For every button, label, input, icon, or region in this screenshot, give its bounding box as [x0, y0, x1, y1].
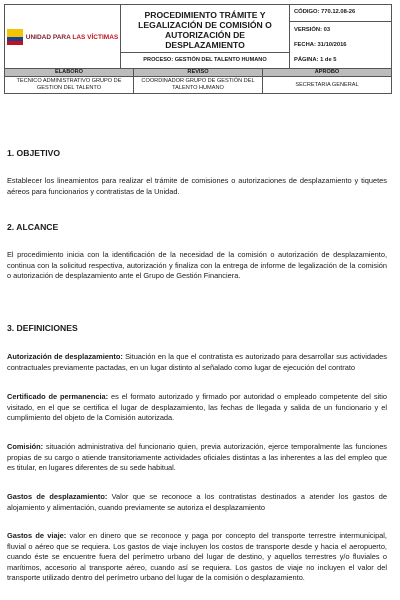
signature-elaboro: TECNICO ADMINISTRATIVO GRUPO DE GESTION DEL TALENTO — [5, 77, 134, 94]
definition-text: Situación en la que el contratista es autorizado para desarrollar sus actividades contractuales previamente pactadas, en un lugar distinto al señalado como lugar de ejecución del contrato — [7, 352, 387, 372]
definition-text: situación administrativa del funcionario quien, previa autorización, ejerce temporalmente las funciones propias de su cargo o atiende transitoriamente actividades oficiales distintas a las inherentes a las del empleo que es titular, en lugares diferentes de su sede habitual. — [7, 442, 387, 472]
signature-reviso: COORDINADOR GRUPO DE GESTIÓN DEL TALENTO HUMANO — [134, 77, 263, 94]
document-page: PÁGINA: 1 de 5 — [294, 56, 337, 63]
signature-table — [4, 68, 392, 94]
definition-term: Gastos de desplazamiento: — [7, 492, 108, 501]
document-code: CÓDIGO: 770.12.08-26 — [294, 9, 356, 16]
definition-autorizacion — [7, 352, 387, 373]
objetivo-text: Establecer los lineamientos para realizar el trámite de comisiones o autorizaciones de desplazamiento y tiquetes aéreos para funcionarios y contratistas de la Unidad. — [7, 176, 387, 196]
document-process: PROCESO: GESTIÓN DEL TALENTO HUMANO — [121, 52, 289, 66]
definition-gastos-desplazamiento — [7, 492, 387, 513]
alcance-text: El procedimiento inicia con la identificación de la necesidad de la comisión o autorización de desplazamiento, continua con la solicitud respectiva, autorización y finaliza con la entrega de informe de legalización de la comisión o autorización de desplazamiento ante el Grupo de Gestión Financiera. — [7, 250, 387, 280]
logo-text-accent: LAS VÍCTIMAS — [72, 33, 119, 41]
definition-term: Certificado de permanencia: — [7, 392, 109, 401]
definition-text: valor en dinero que se reconoce y paga por concepto del transporte terrestre intermunicipal, fluvial o aéreo que se requiera. Los gastos de viaje incluyen los costos de transporte desde y hacia el aeropuerto, cuando éste se encuentre fuera del perímetro urbano del lugar de destino, y aquellos terrestres y/o fluviales o marítimos, accesorio al transporte aéreo, cuando así se requiera. Los gastos de viaje no incluyen el valor del transporte utilizado dentro del perímetro urbano del lugar de la comisión o desplazamiento. — [7, 531, 387, 582]
signature-header-reviso: REVISO — [134, 69, 263, 77]
definition-text: es el formato autorizado y firmado por autoridad o empleado competente del sitio visitado, en el que se certifica el lugar de desplazamiento, las fechas de llegada y salida de un funcionario y el cumplimiento del objeto de la Comisión autorizada. — [7, 392, 387, 422]
colombia-flag-icon — [7, 29, 23, 45]
definition-comision — [7, 442, 387, 474]
document-title: PROCEDIMIENTO TRÁMITE Y LEGALIZACIÓN DE COMISIÓN O AUTORIZACIÓN DE DESPLAZAMIENTO — [138, 10, 272, 50]
section-title-definiciones: 3. DEFINICIONES — [7, 323, 78, 333]
document-date: FECHA: 31/10/2016 — [294, 41, 347, 48]
definition-gastos-viaje — [7, 531, 387, 584]
section-title-alcance: 2. ALCANCE — [7, 222, 59, 232]
definition-term: Comisión: — [7, 442, 44, 451]
meta-info-cell — [290, 21, 392, 69]
section-title-objetivo: 1. OBJETIVO — [7, 148, 61, 158]
definition-term: Gastos de viaje: — [7, 531, 67, 540]
signature-aprobo: SECRETARIA GENERAL — [263, 77, 392, 94]
logo-cell — [5, 5, 121, 70]
document-header — [4, 4, 392, 70]
definition-text: Valor que se reconoce a los contratistas destinados a atender los gastos de alojamiento y alimentación, cuando previamente se autoriza el desplazamiento — [7, 492, 387, 512]
signature-header-aprobo: APROBO — [263, 69, 392, 77]
organization-logo — [5, 5, 120, 69]
logo-text-prefix: UNIDAD PARA — [25, 33, 73, 41]
document-version: VERSIÓN: 03 — [294, 26, 331, 33]
definition-certificado — [7, 392, 387, 424]
definition-term: Autorización de desplazamiento: — [7, 352, 123, 361]
signature-header-elaboro: ELABORO — [5, 69, 134, 77]
meta-code-cell — [290, 5, 392, 22]
title-cell — [121, 5, 290, 70]
